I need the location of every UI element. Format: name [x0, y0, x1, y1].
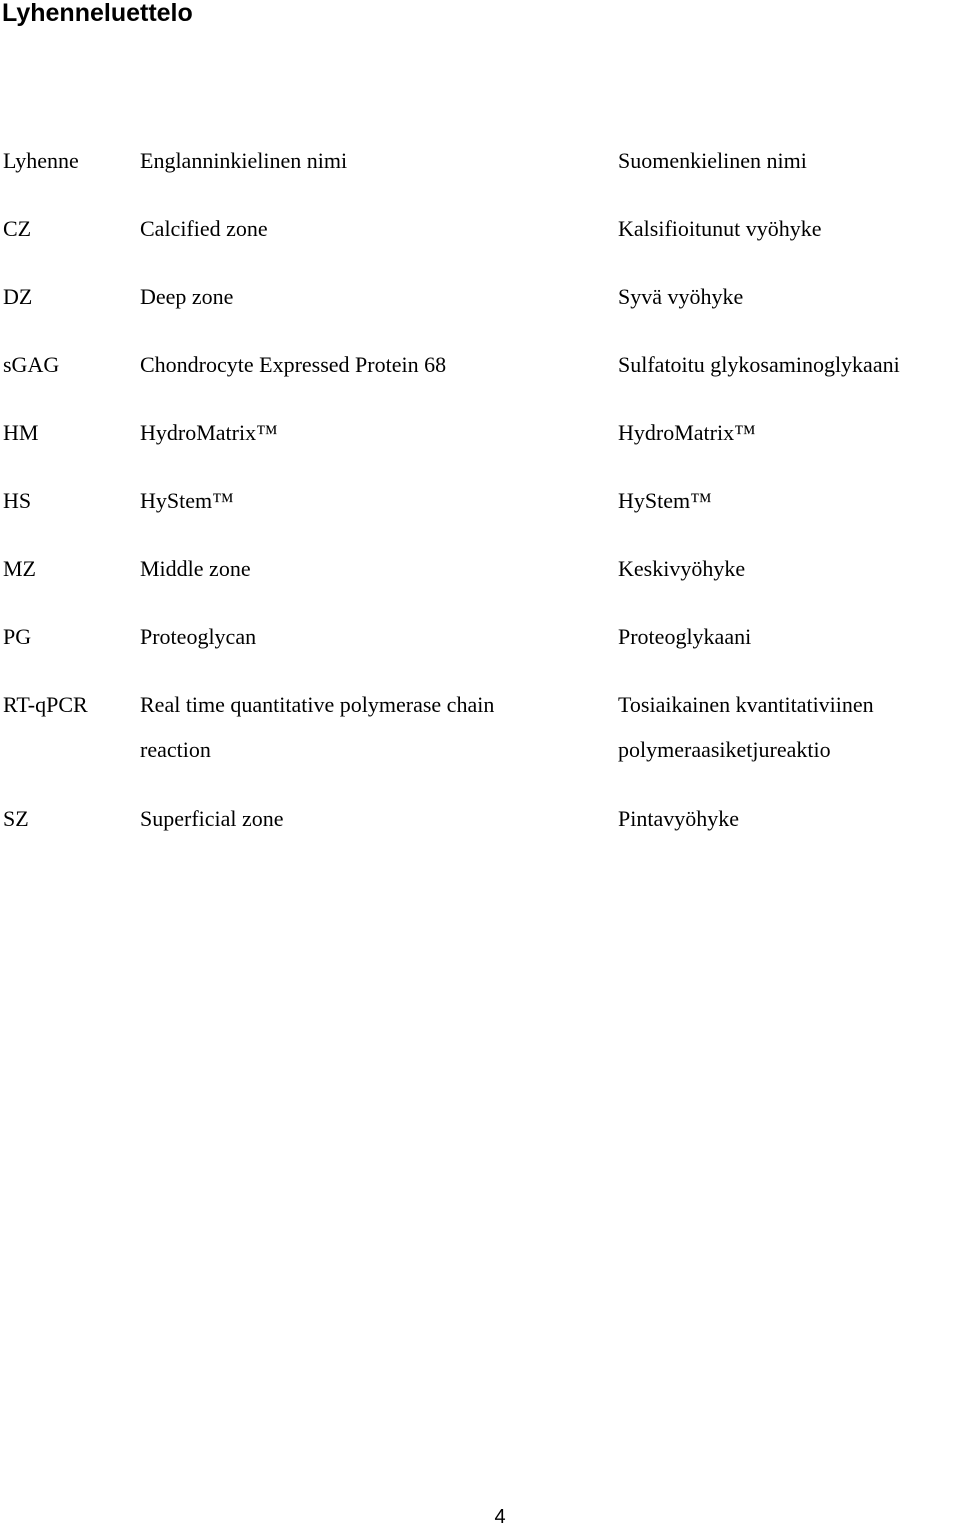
finnish-name-cell: Syvä vyöhyke [618, 284, 744, 309]
finnish-name-cell: Pintavyöhyke [618, 806, 739, 831]
header-english-name: Englanninkielinen nimi [140, 148, 348, 173]
abbreviation-cell: HS [3, 488, 32, 513]
abbreviation-cell: HM [3, 420, 39, 445]
english-name-cell: Chondrocyte Expressed Protein 68 [140, 352, 447, 377]
abbreviation-cell: RT-qPCR [3, 692, 88, 717]
finnish-name-cell: Keskivyöhyke [618, 556, 746, 581]
english-name-cell: Deep zone [140, 284, 234, 309]
abbreviation-cell: CZ [3, 216, 32, 241]
abbreviation-cell: MZ [3, 556, 36, 581]
page-number: 4 [494, 1506, 506, 1528]
english-name-cell [140, 682, 494, 772]
english-name-cell: Superficial zone [140, 806, 284, 831]
finnish-name-line-2: polymeraasiketjureaktio [618, 737, 831, 762]
finnish-name-line-1: Tosiaikainen kvantitativiinen [618, 692, 874, 717]
page-title: Lyhenneluettelo [2, 0, 193, 27]
english-name-cell: Middle zone [140, 556, 251, 581]
english-name-cell: HyStem™ [140, 488, 234, 513]
finnish-name-cell [618, 682, 874, 772]
finnish-name-cell: HyStem™ [618, 488, 712, 513]
finnish-name-cell: Sulfatoitu glykosaminoglykaani [618, 352, 900, 377]
english-name-cell: Calcified zone [140, 216, 268, 241]
abbreviation-cell: SZ [3, 806, 29, 831]
header-abbreviation: Lyhenne [3, 148, 79, 173]
abbreviation-cell: PG [3, 624, 32, 649]
finnish-name-cell: Kalsifioitunut vyöhyke [618, 216, 822, 241]
abbreviation-cell: DZ [3, 284, 33, 309]
abbreviation-cell: sGAG [3, 352, 60, 377]
finnish-name-cell: HydroMatrix™ [618, 420, 756, 445]
english-name-line-1: Real time quantitative polymerase chain [140, 692, 495, 717]
header-finnish-name: Suomenkielinen nimi [618, 148, 807, 173]
finnish-name-cell: Proteoglykaani [618, 624, 752, 649]
english-name-cell: Proteoglycan [140, 624, 257, 649]
english-name-cell: HydroMatrix™ [140, 420, 278, 445]
english-name-line-2: reaction [140, 737, 211, 762]
